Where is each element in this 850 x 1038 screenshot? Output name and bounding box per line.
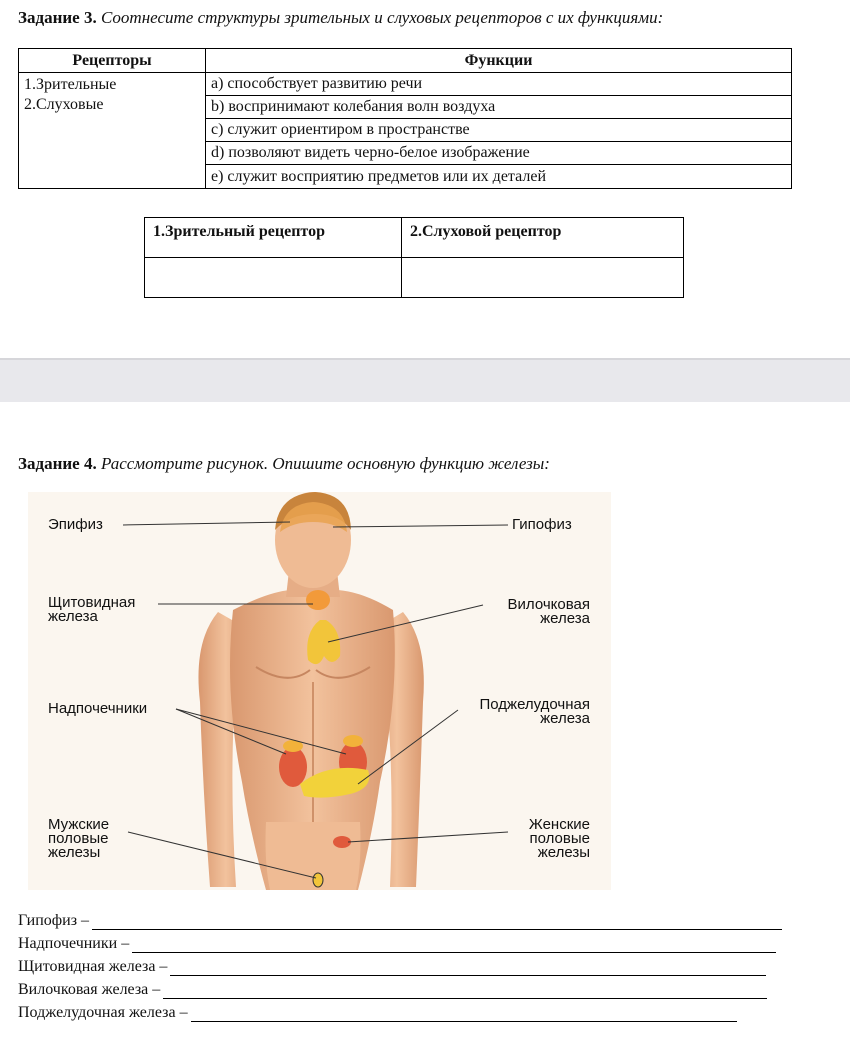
thyroid-gland	[306, 590, 330, 610]
label-thymus	[468, 598, 590, 626]
answer-thymus-line[interactable]	[163, 984, 767, 999]
answer-cell-visual[interactable]	[145, 258, 402, 298]
function-c: c) служит ориентиром в пространстве	[206, 119, 792, 142]
function-d: d) позволяют видеть черно-белое изображение	[206, 142, 792, 165]
label-female-line3: железы	[537, 844, 590, 861]
header-functions: Функции	[206, 49, 792, 73]
task4-title	[18, 454, 550, 474]
label-male-line3: железы	[48, 844, 101, 861]
task3-title	[18, 8, 663, 28]
answer-thyroid	[18, 958, 766, 976]
label-male-line2: половые	[48, 830, 109, 847]
task4-instruction: Рассмотрите рисунок. Опишите основную функцию железы:	[100, 454, 550, 473]
answer-pituitary-line[interactable]	[92, 915, 782, 930]
label-male	[48, 818, 109, 860]
receptor-visual: 1.Зрительные	[24, 76, 117, 93]
label-adrenal: Надпочечники	[48, 700, 148, 717]
label-thymus-line2: железа	[540, 610, 590, 627]
endocrine-figure	[28, 492, 611, 890]
label-thyroid	[48, 596, 135, 624]
label-pituitary: Гипофиз	[512, 516, 572, 533]
page-gap	[0, 360, 850, 402]
task3-instruction: Соотнесите структуры зрительных и слуховых рецепторов с их функциями:	[100, 8, 664, 27]
label-female-line1: Женские	[528, 816, 590, 833]
label-female	[498, 818, 590, 860]
answer-pituitary	[18, 912, 782, 930]
answer-thymus-label: Вилочковая железа –	[18, 981, 161, 998]
answer-thyroid-label: Щитовидная железа –	[18, 958, 168, 975]
receptors-cell	[19, 73, 206, 189]
answer-pituitary-label: Гипофиз –	[18, 912, 90, 929]
answer-pancreas-label: Поджелудочная железа –	[18, 1004, 188, 1021]
answer-table	[144, 217, 684, 298]
answer-adrenal-label: Надпочечники –	[18, 935, 130, 952]
answer-adrenal	[18, 935, 776, 953]
answer-thyroid-line[interactable]	[170, 961, 766, 976]
function-e: e) служит восприятию предметов или их деталей	[206, 165, 792, 189]
answer-thymus	[18, 981, 767, 999]
label-female-line2: половые	[529, 830, 590, 847]
label-thyroid-line2: железа	[48, 608, 98, 625]
task3-number: Задание 3.	[18, 8, 97, 27]
label-male-line1: Мужские	[48, 816, 110, 833]
answer-pancreas-line[interactable]	[191, 1007, 737, 1022]
answer-header-auditory: 2.Слуховой рецептор	[402, 218, 684, 258]
matching-table	[18, 48, 792, 189]
label-pancreas-line1: Поджелудочная	[479, 696, 590, 713]
label-epiphysis: Эпифиз	[48, 516, 103, 533]
label-thymus-line1: Вилочковая	[507, 596, 590, 613]
answer-adrenal-line[interactable]	[132, 938, 776, 953]
label-pancreas	[448, 698, 590, 726]
header-receptors: Рецепторы	[19, 49, 206, 73]
label-pancreas-line2: железа	[540, 710, 590, 727]
male-gland	[313, 873, 323, 887]
function-a: a) способствует развитию речи	[206, 73, 792, 96]
function-b: b) воспринимают колебания волн воздуха	[206, 96, 792, 119]
answer-header-visual: 1.Зрительный рецептор	[145, 218, 402, 258]
receptor-auditory: 2.Слуховые	[24, 96, 104, 113]
answer-pancreas	[18, 1004, 737, 1022]
label-thyroid-line1: Щитовидная	[48, 594, 136, 611]
task4-number: Задание 4.	[18, 454, 97, 473]
answer-cell-auditory[interactable]	[402, 258, 684, 298]
